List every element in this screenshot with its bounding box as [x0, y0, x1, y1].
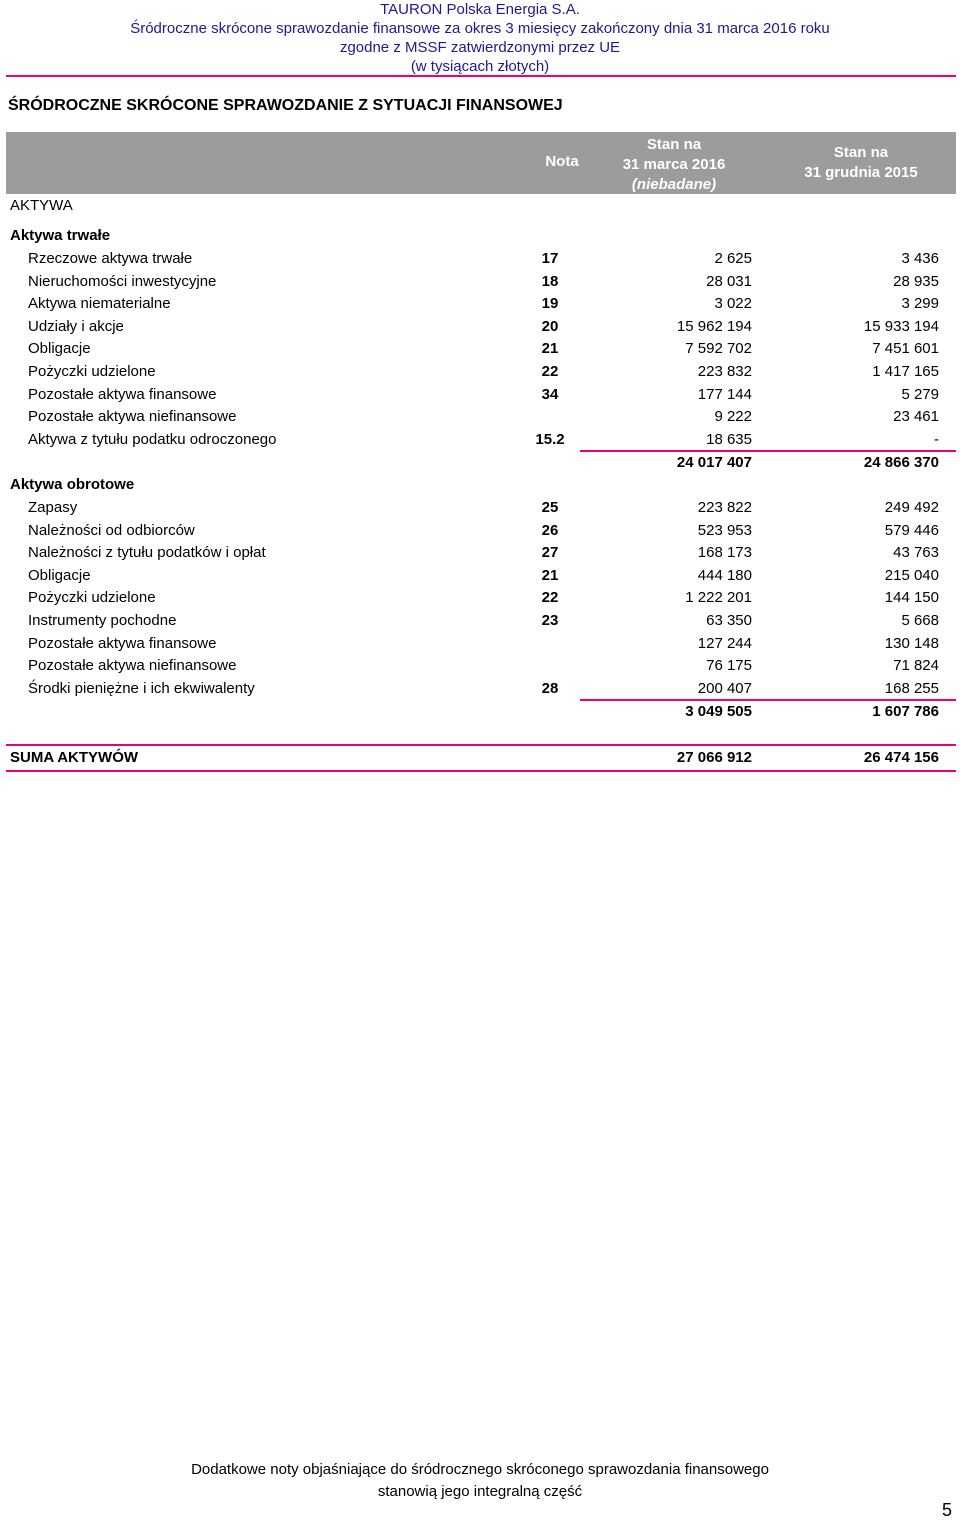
row-value-2015: 23 461 [893, 408, 939, 426]
row-value-2016: 1 222 201 [685, 589, 752, 607]
row-note: 21 [541, 340, 559, 358]
row-value-2016: 76 175 [706, 657, 752, 675]
row-note: 27 [541, 544, 559, 562]
column-2015-header [776, 143, 946, 183]
column-2015-header-line2: 31 grudnia 2015 [804, 164, 918, 181]
column-2016-header-line1: Stan na [646, 136, 702, 153]
current-subtotal-2016: 3 049 505 [685, 703, 752, 720]
company-name: TAURON Polska Energia S.A. [380, 1, 580, 18]
aktywa-label: AKTYWA [10, 197, 73, 214]
row-value-2016: 2 625 [714, 250, 752, 267]
table-row [6, 408, 956, 430]
row-value-2015: 5 279 [901, 385, 939, 403]
row-value-2016: 7 592 702 [685, 340, 752, 358]
column-2015-header-line1: Stan na [833, 144, 889, 161]
table-row [6, 273, 956, 295]
row-note: 21 [541, 566, 559, 584]
row-note: 25 [541, 499, 559, 516]
fixed-subtotal-2016: 24 017 407 [676, 454, 752, 471]
table-row [6, 635, 956, 657]
row-value-2015: 249 492 [884, 499, 939, 516]
column-2016-header-line3: (niebadane) [631, 176, 717, 193]
row-value-2016: 9 222 [714, 408, 752, 426]
row-label: Pozostałe aktywa niefinansowe [28, 657, 237, 675]
row-label: Pozostałe aktywa niefinansowe [28, 408, 237, 426]
page-title: ŚRÓDROCZNE SKRÓCONE SPRAWOZDANIE Z SYTUACJI FINANSOWEJ [8, 97, 563, 114]
table-row [6, 589, 956, 611]
row-value-2015: 130 148 [884, 634, 939, 652]
row-label: Należności z tytułu podatków i opłat [28, 544, 266, 562]
row-value-2015: 43 763 [893, 544, 939, 562]
row-note: 20 [541, 317, 559, 335]
current-assets-subtotal [6, 700, 956, 724]
current-assets-section-title: Aktywa obrotowe [10, 476, 135, 493]
row-value-2015: 215 040 [884, 566, 939, 584]
row-value-2016: 15 962 194 [676, 317, 752, 335]
table-header [6, 132, 956, 194]
row-value-2015: 5 668 [901, 612, 939, 629]
table-row [6, 499, 956, 521]
row-value-2016: 28 031 [706, 272, 752, 290]
footer-line2: stanowią jego integralną część [377, 1483, 583, 1500]
table-row [6, 567, 956, 589]
row-value-2015: 7 451 601 [872, 340, 939, 358]
row-value-2016: 63 350 [706, 612, 752, 629]
row-value-2016: 3 022 [714, 295, 752, 313]
row-value-2016: 223 832 [697, 363, 752, 380]
row-value-2015: 144 150 [884, 589, 939, 607]
row-value-2015: 579 446 [884, 521, 939, 539]
row-note: 22 [541, 589, 559, 607]
row-label: Pozostałe aktywa finansowe [28, 634, 217, 652]
row-value-2015: 3 436 [901, 250, 939, 267]
row-label: Zapasy [28, 499, 78, 516]
row-value-2016: 223 822 [697, 499, 752, 516]
row-value-2016: 127 244 [697, 634, 752, 652]
row-label: Środki pieniężne i ich ekwiwalenty [28, 679, 255, 697]
footer-line1: Dodatkowe noty objaśniające do śródrocznego skróconego sprawozdania finansowego [191, 1461, 769, 1478]
current-subtotal-2015: 1 607 786 [872, 703, 939, 720]
row-label: Rzeczowe aktywa trwałe [28, 250, 193, 267]
total-assets-row [6, 744, 956, 772]
table-row [6, 340, 956, 362]
compliance-note: zgodne z MSSF zatwierdzonymi przez UE [339, 39, 621, 56]
row-note: 23 [541, 612, 559, 629]
row-value-2016: 200 407 [697, 679, 752, 697]
table-row [6, 318, 956, 340]
row-value-2016: 444 180 [697, 566, 752, 584]
row-note: 28 [541, 679, 559, 697]
table-row [6, 657, 956, 679]
row-label: Aktywa z tytułu podatku odroczonego [28, 430, 277, 448]
table-row [6, 363, 956, 385]
column-2016-header [596, 135, 752, 195]
units-note: (w tysiącach złotych) [410, 58, 550, 75]
document-header [0, 0, 960, 76]
row-value-2015: 168 255 [884, 679, 939, 697]
row-label: Pożyczki udzielone [28, 363, 156, 380]
fixed-assets-section-title: Aktywa trwałe [10, 227, 111, 244]
row-value-2015: 1 417 165 [872, 363, 939, 380]
row-note: 18 [541, 272, 559, 290]
table-row [6, 612, 956, 634]
row-label: Obligacje [28, 340, 91, 358]
row-note: 19 [541, 295, 559, 313]
column-2016-header-line2: 31 marca 2016 [622, 156, 726, 173]
row-label: Należności od odbiorców [28, 521, 195, 539]
row-value-2015: 28 935 [893, 272, 939, 290]
row-note: 34 [541, 385, 559, 403]
table-row [6, 544, 956, 566]
nota-column-header: Nota [545, 153, 579, 170]
page-number: 5 [941, 1500, 952, 1520]
table-row [6, 295, 956, 317]
fixed-subtotal-2015: 24 866 370 [863, 454, 939, 471]
row-value-2015: 3 299 [901, 295, 939, 313]
row-label: Instrumenty pochodne [28, 612, 177, 629]
row-note: 15.2 [535, 430, 565, 448]
total-assets-2015: 26 474 156 [863, 749, 939, 766]
row-value-2016: 177 144 [697, 385, 752, 403]
row-label: Udziały i akcje [28, 317, 124, 335]
row-label: Pozostałe aktywa finansowe [28, 385, 217, 403]
row-label: Pożyczki udzielone [28, 589, 156, 607]
report-subtitle: Śródroczne skrócone sprawozdanie finansowe za okres 3 miesięcy zakończony dnia 31 marca 2016 roku [130, 20, 830, 37]
total-assets-2016: 27 066 912 [676, 749, 752, 766]
row-note: 17 [541, 250, 559, 267]
row-value-2015: 15 933 194 [863, 317, 939, 335]
row-note: 26 [541, 521, 559, 539]
row-label: Aktywa niematerialne [28, 295, 171, 313]
row-note: 22 [541, 363, 559, 380]
table-row [6, 522, 956, 544]
total-assets-label: SUMA AKTYWÓW [10, 749, 139, 766]
table-row [6, 386, 956, 408]
row-value-2015: - [934, 430, 939, 448]
row-value-2016: 18 635 [706, 430, 752, 448]
row-label: Nieruchomości inwestycyjne [28, 272, 217, 290]
table-row [6, 250, 956, 272]
row-value-2015: 71 824 [893, 657, 939, 675]
row-value-2016: 523 953 [697, 521, 752, 539]
row-label: Obligacje [28, 566, 91, 584]
fixed-assets-subtotal [6, 451, 956, 475]
footer-note [0, 1459, 960, 1503]
row-value-2016: 168 173 [697, 544, 752, 562]
header-divider [6, 75, 956, 77]
